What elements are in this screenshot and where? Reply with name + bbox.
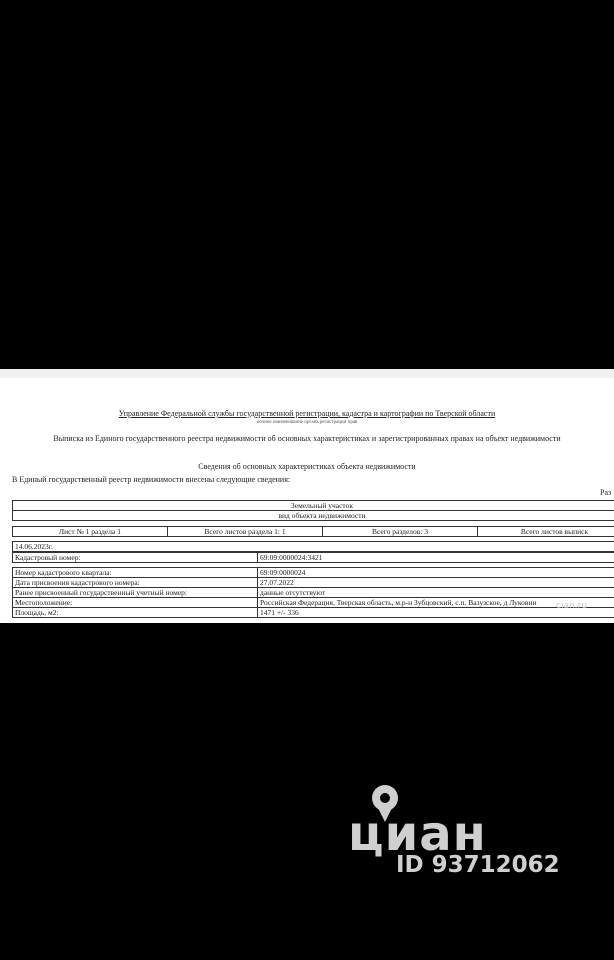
- extract-date: 14.06.2023г.: [13, 542, 614, 552]
- cadastral-table: [12, 552, 614, 563]
- table-row: [13, 568, 614, 578]
- document-page: [0, 369, 614, 623]
- extract-title: Выписка из Единого государственного реестра недвижимости об основных характеристиках и зарегистрированных правах на объект недвижимости: [53, 434, 561, 443]
- total-sheets: Всего листов раздела 1: 1: [168, 527, 323, 537]
- intro-text: В Единый государственный реестр недвижимости внесены следующие сведения:: [12, 475, 291, 484]
- agency-note: полное наименование органа регистрации прав: [256, 420, 358, 425]
- section-title: Сведения об основных характеристиках объекта недвижимости: [198, 462, 416, 471]
- total-sections: Всего разделов: 3: [323, 527, 478, 537]
- agency-name: Управление Федеральной службы государственной регистрации, кадастра и картографии по Тверской области: [118, 409, 496, 418]
- table-row: [13, 608, 614, 618]
- page-top-strip: [0, 369, 614, 378]
- table-row: [13, 578, 614, 588]
- table-row: [13, 598, 614, 608]
- row-value: 27.07.2022: [258, 578, 614, 588]
- row-label: Ранее присвоенный государственный учетный номер:: [13, 588, 258, 598]
- table-row: [13, 588, 614, 598]
- date-table: [12, 541, 614, 552]
- watermark-small: cian.ru: [556, 601, 587, 611]
- sheet-info-table: [12, 526, 614, 537]
- watermark-brand: циан: [348, 806, 487, 862]
- row-value: Российская Федерация, Тверская область, м.р-н Зубцовский, с.п. Вазузское, д Луковни: [258, 598, 614, 608]
- section-label-cut: Раз: [600, 488, 612, 497]
- object-type-caption: вид объекта недвижимости: [13, 511, 614, 521]
- row-label: Номер кадастрового квартала:: [13, 568, 258, 578]
- row-value: 69:09:0000024: [258, 568, 614, 578]
- row-label: Кадастровый номер:: [13, 553, 258, 563]
- sheet-number: Лист № 1 раздела 1: [13, 527, 168, 537]
- object-type-table: [12, 500, 614, 521]
- row-value: 1471 +/- 336: [258, 608, 614, 618]
- table-row: [13, 553, 614, 563]
- row-value: данные отсутствуют: [258, 588, 614, 598]
- total-extract-sheets: Всего листов выписк: [478, 527, 614, 537]
- row-label: Дата присвоения кадастрового номера:: [13, 578, 258, 588]
- row-label: Площадь, м2:: [13, 608, 258, 618]
- object-type: Земельный участок: [13, 501, 614, 511]
- watermark-id: ID 93712062: [396, 852, 560, 878]
- row-value: 69:09:0000024:3421: [258, 553, 614, 563]
- characteristics-table: [12, 567, 614, 618]
- row-label: Местоположение:: [13, 598, 258, 608]
